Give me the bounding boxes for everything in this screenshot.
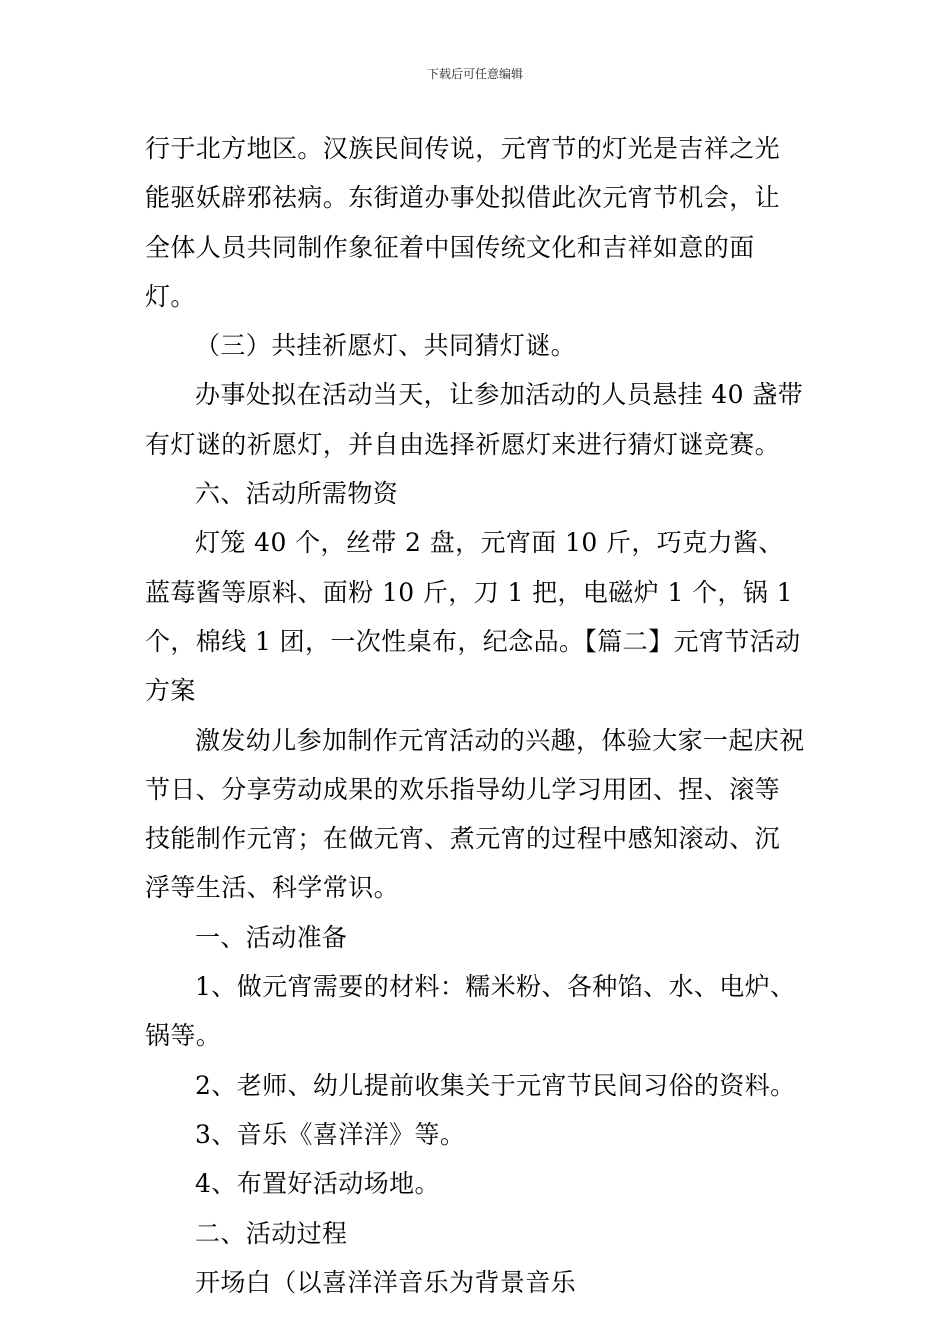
paragraph: 办事处拟在活动当天，让参加活动的人员悬挂 40 盏带有灯谜的祈愿灯，并自由选择祈愿灯来进行猜灯谜竞赛。 — [145, 380, 804, 459]
paragraph: 激发幼儿参加制作元宵活动的兴趣，体验大家一起庆祝节日、分享劳动成果的欢乐指导幼儿学习用团、捏、滚等技能制作元宵；在做元宵、煮元宵的过程中感知滚动、沉浮等生活、科学常识。 — [145, 725, 805, 903]
section-heading: 二、活动过程 — [195, 1218, 348, 1248]
list-item: 3、音乐《喜洋洋》等。 — [195, 1119, 466, 1149]
paragraph: 灯笼 40 个，丝带 2 盘，元宵面 10 斤，巧克力酱、蓝莓酱等原料、面粉 10 斤，刀 1 把，电磁炉 1 个，锅 1 个，棉线 1 团，一次性桌布，纪念品。【篇二】元宵节活动方案 — [145, 528, 802, 706]
paragraph: 行于北方地区。汉族民间传说，元宵节的灯光是吉祥之光能驱妖辟邪祛病。东街道办事处拟借此次元宵节机会，让全体人员共同制作象征着中国传统文化和吉祥如意的面灯。 — [145, 134, 781, 311]
section-heading: 六、活动所需物资 — [195, 479, 399, 509]
list-item: 1、做元宵需要的材料：糯米粉、各种馅、水、电炉、锅等。 — [145, 972, 796, 1051]
section-heading: （三）共挂祈愿灯、共同猜灯谜。 — [195, 331, 577, 361]
list-item: 4、布置好活动场地。 — [195, 1169, 440, 1199]
section-heading: 一、活动准备 — [195, 922, 348, 952]
page-header: 下载后可任意编辑 — [426, 67, 523, 81]
list-item: 2、老师、幼儿提前收集关于元宵节民间习俗的资料。 — [195, 1070, 796, 1100]
document-body — [145, 124, 805, 1307]
paragraph: 开场白（以喜洋洋音乐为背景音乐 — [195, 1267, 577, 1297]
